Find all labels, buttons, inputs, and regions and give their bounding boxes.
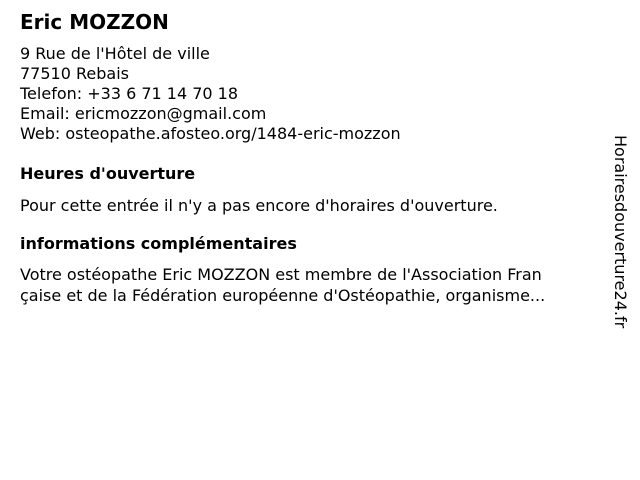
additional-info-line-1: Votre ostéopathe Eric MOZZON est membre de l'Association Fran [20, 265, 542, 284]
website-link: Web: osteopathe.afosteo.org/1484-eric-mozzon [20, 124, 401, 143]
opening-hours-text: Pour cette entrée il n'y a pas encore d'horaires d'ouverture. [20, 196, 498, 215]
phone-number: Telefon: +33 6 71 14 70 18 [20, 84, 239, 103]
email-address: Email: ericmozzon@gmail.com [20, 104, 267, 123]
street-address: 9 Rue de l'Hôtel de ville [20, 44, 210, 63]
additional-info-line-2: çaise et de la Fédération européenne d'Ostéopathie, organisme... [20, 286, 546, 305]
additional-info-heading: informations complémentaires [20, 234, 297, 253]
city-postcode: 77510 Rebais [20, 64, 129, 83]
site-brand-vertical: Horairesdouverture24.fr [611, 135, 630, 329]
entry-title: Eric MOZZON [20, 10, 169, 34]
contact-block [20, 44, 401, 144]
opening-hours-heading: Heures d'ouverture [20, 164, 196, 183]
